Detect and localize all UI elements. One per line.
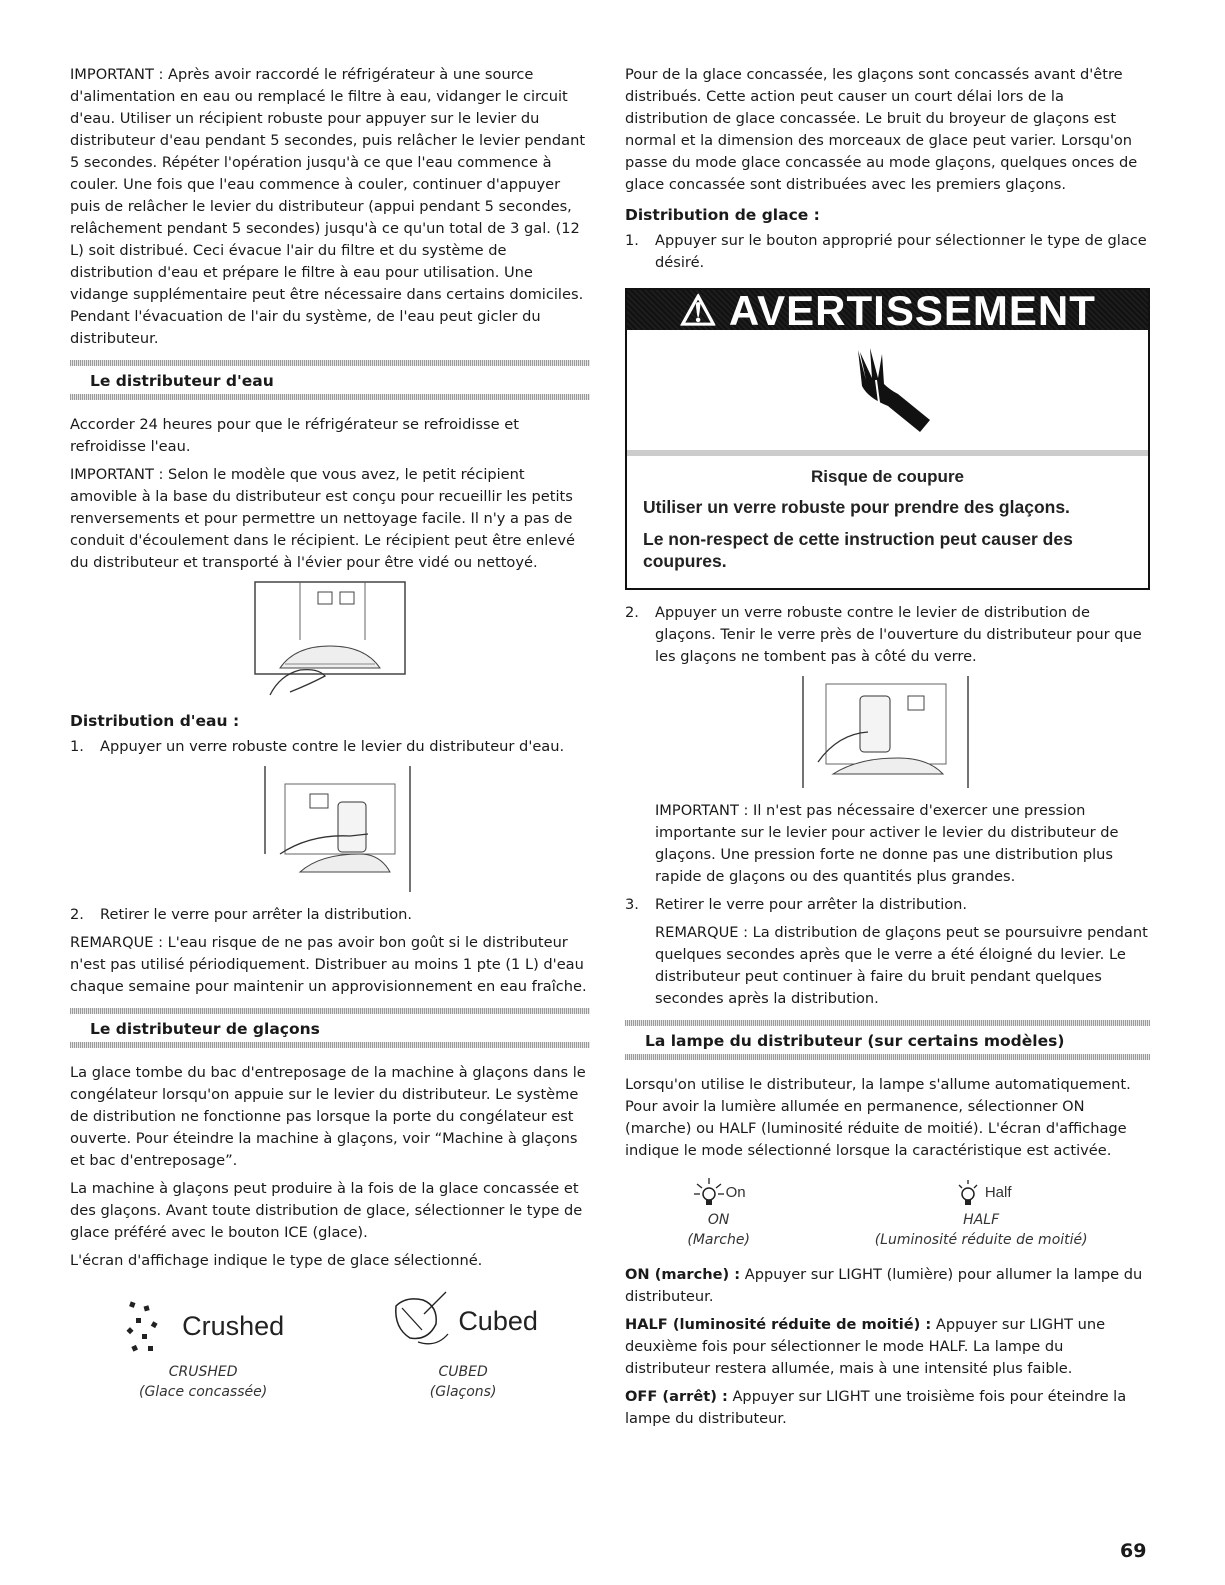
ice-step-1 (625, 230, 1150, 274)
crushed-display-label: Crushed (182, 1311, 285, 1341)
half-mode-label: HALF (luminosité réduite de moitié) : (625, 1316, 932, 1333)
paragraph-half-mode (625, 1314, 1150, 1380)
paragraph-important-tray: IMPORTANT : Selon le modèle que vous avez, le petit récipient amovible à la base du distributeur est conçu pour recueillir les petits renversements et pour permettre un nettoyage facile. Il n'y a pas de conduit d'écoulement dans le récipient. Le récipient peut être enlevé du distributeur et transporté à l'évier pour être vidé ou nettoyé. (70, 466, 575, 571)
light-bulb-half-icon (951, 1176, 985, 1210)
step-number: 1. (625, 232, 639, 249)
section-heading-dispenser-lamp: La lampe du distributeur (sur certains modèles) (625, 1020, 1150, 1060)
light-bulb-on-icon (692, 1176, 726, 1210)
step-number: 1. (70, 738, 84, 755)
paragraph-lamp: Lorsqu'on utilise le distributeur, la lampe s'allume automatiquement. Pour avoir la lumière allumée en permanence, sélectionner ON (marche) ou HALF (luminosité réduite de moitié). L'écran d'affichage indique le mode sélectionné lorsque la caractéristique est activée. (625, 1076, 1131, 1159)
half-mode-text: Appuyer sur LIGHT une deuxième fois pour sélectionner le mode HALF. La lampe du distributeur restera allumée, mais à une intensité plus faible. (625, 1316, 1106, 1377)
ice-type-icons (70, 1286, 590, 1402)
paragraph-ice-2: La machine à glaçons peut produire à la fois de la glace concassée et des glaçons. Avant toute distribution de glace, sélectionner le type de glace préféré avec le bouton ICE (glace). (70, 1180, 583, 1241)
warning-body (627, 456, 1148, 588)
water-step-2 (70, 904, 590, 926)
paragraph-crushed-ice: Pour de la glace concassée, les glaçons sont concassés avant d'être distribués. Cette action peut causer un court délai lors de la distribution de glace concassée. Le bruit du broyeur de glaçons est normal et la dimension des morceaux de glace peut varier. Lorsqu'on passe du mode glace concassée au mode glaçons, quelques onces de glace concassée sont distribuées avec les premiers glaçons. (625, 66, 1138, 193)
section-heading-ice-dispenser: Le distributeur de glaçons (70, 1008, 590, 1048)
ice-step-2 (625, 602, 1150, 668)
warning-risk: Risque de coupure (810, 467, 965, 486)
on-mode-label: ON (marche) : (625, 1266, 741, 1283)
crushed-caption: CRUSHED (168, 1364, 238, 1380)
half-display-label: Half (984, 1184, 1012, 1201)
paragraph-accorder: Accorder 24 heures pour que le réfrigérateur se refroidisse et refroidisse l'eau. (70, 416, 519, 455)
half-subcaption: (Luminosité réduite de moitié) (874, 1232, 1088, 1248)
step-text: Appuyer un verre robuste contre le levier de distribution de glaçons. Tenir le verre près de l'ouverture du distributeur pour que les glaçons ne tombent pas à côté du verre. (655, 604, 1142, 665)
warning-line-1: Utiliser un verre robuste pour prendre des glaçons. (643, 497, 1070, 517)
ice-glass-illustration (625, 674, 1150, 790)
step-number: 3. (625, 896, 639, 913)
paragraph-important-pressure: IMPORTANT : Il n'est pas nécessaire d'exercer une pression importante sur le levier pour activer le levier du distributeur de glaçons. Une pression forte ne donne pas une distribution plus rapide de glaçons ou des quantités plus grandes. (655, 802, 1119, 885)
off-mode-text: Appuyer sur LIGHT une troisième fois pour éteindre la lampe du distributeur. (625, 1388, 1127, 1427)
on-display-label: On (725, 1184, 746, 1201)
half-icon-group (875, 1176, 1088, 1250)
section-heading-water-dispenser: Le distributeur d'eau (70, 360, 590, 400)
on-caption: ON (707, 1212, 730, 1228)
cubed-subcaption: (Glaçons) (429, 1384, 497, 1400)
warning-title-bar (627, 287, 1148, 334)
left-column (70, 64, 590, 1406)
lamp-mode-icons (625, 1176, 1150, 1250)
crushed-icon-group (122, 1296, 284, 1402)
drip-tray-illustration (70, 580, 590, 700)
intro-paragraph: IMPORTANT : Après avoir raccordé le réfrigérateur à une source d'alimentation en eau ou remplacé le filtre à eau, vidanger le circuit d'eau. Utiliser un récipient robuste pour appuyer sur le levier du distributeur d'eau pendant 5 secondes, puis relâcher le levier pendant 5 secondes. Répéter l'opération jusqu'à ce que l'eau commence à couler. Une fois que l'eau commence à couler, continuer d'appuyer puis de relâcher le levier du distributeur (appui pendant 5 secondes, relâchement pendant 5 secondes) jusqu'à ce qu'un total de 3 gal. (12 L) soit distribué. Ceci évacue l'air du filtre et du système de distribution d'eau et prépare le filtre à eau pour utilisation. Une vidange supplémentaire peut être nécessaire dans certains domiciles. Pendant l'évacuation de l'air du système, de l'eau peut gicler du distributeur. (70, 66, 586, 347)
step-text: Appuyer sur le bouton approprié pour sélectionner le type de glace désiré. (655, 232, 1147, 271)
warning-title: AVERTISSEMENT (728, 287, 1096, 334)
off-mode-label: OFF (arrêt) : (625, 1388, 728, 1405)
warning-triangle-icon: ⚠ (679, 287, 718, 334)
on-icon-group (687, 1176, 750, 1250)
crushed-ice-icon (122, 1296, 182, 1356)
on-mode-text: Appuyer sur LIGHT (lumière) pour allumer la lampe du distributeur. (625, 1266, 1143, 1305)
ice-step-3 (625, 894, 1150, 916)
paragraph-on-mode (625, 1264, 1150, 1308)
paragraph-ice-1: La glace tombe du bac d'entreposage de la machine à glaçons dans le congélateur lorsqu'on appuie sur le levier du distributeur. Le système de distribution ne fonctionne pas lorsque la porte du congélateur est ouverte. Pour éteindre la machine à glaçons, voir “Machine à glaçons et bac d'entreposage”. (70, 1064, 586, 1169)
page-number: 69 (1120, 1540, 1147, 1562)
cubed-display-label: Cubed (458, 1306, 538, 1336)
half-caption: HALF (963, 1212, 1000, 1228)
paragraph-remarque-water: REMARQUE : L'eau risque de ne pas avoir bon goût si le distributeur n'est pas utilisé périodiquement. Distribuer au moins 1 pte (1 L) d'eau chaque semaine pour maintenir un approvisionnement en eau fraîche. (70, 934, 587, 995)
ice-cube-icon (388, 1286, 458, 1356)
on-subcaption: (Marche) (687, 1232, 750, 1248)
step-number: 2. (70, 906, 84, 923)
cubed-caption: CUBED (438, 1364, 488, 1380)
warning-line-2: Le non-respect de cette instruction peut causer des coupures. (643, 529, 1073, 571)
step-text: Appuyer un verre robuste contre le levier du distributeur d'eau. (100, 738, 565, 755)
step-number: 2. (625, 604, 639, 621)
cut-hazard-icon (627, 330, 1148, 456)
step-text: Retirer le verre pour arrêter la distribution. (655, 896, 968, 913)
paragraph-remarque-ice: REMARQUE : La distribution de glaçons peut se poursuivre pendant quelques secondes après que le verre a été éloigné du levier. Le distributeur peut continuer à faire du bruit pendant quelques secondes après la distribution. (655, 924, 1148, 1007)
subheading-ice-distribution: Distribution de glace : (625, 206, 820, 224)
cubed-icon-group (388, 1286, 538, 1402)
subheading-water-distribution: Distribution d'eau : (70, 712, 240, 730)
water-step-1 (70, 736, 590, 758)
paragraph-ice-3: L'écran d'affichage indique le type de glace sélectionné. (70, 1252, 483, 1269)
warning-box (625, 288, 1150, 590)
paragraph-off-mode (625, 1386, 1150, 1430)
water-glass-illustration (70, 764, 590, 894)
right-column (625, 64, 1150, 1436)
step-text: Retirer le verre pour arrêter la distribution. (100, 906, 413, 923)
crushed-subcaption: (Glace concassée) (138, 1384, 268, 1400)
